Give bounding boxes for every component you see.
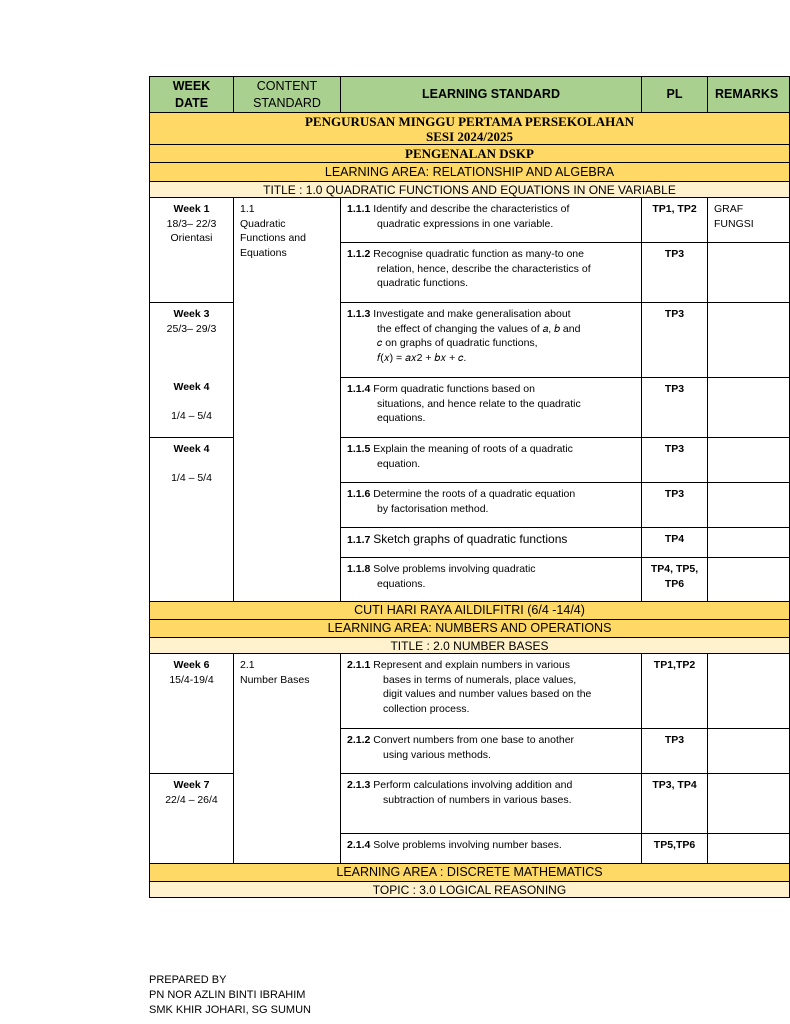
standard-text: Identify and describe the characteristics of: [373, 203, 570, 215]
standard-text: Perform calculations involving addition and: [373, 779, 573, 791]
school-name: SMK KHIR JOHARI, SG SUMUN: [149, 1004, 311, 1016]
band-learning-area-3: LEARNING AREA : DISCRETE MATHEMATICS: [150, 864, 790, 882]
pl-1-1-5: TP3: [642, 438, 708, 483]
band-row-title2: [150, 638, 790, 654]
remarks-1-1-7: [708, 528, 790, 558]
standard-code: 2.1.3: [347, 779, 371, 791]
header-pl: PL: [642, 77, 708, 113]
pl-1-1-7: TP4: [642, 528, 708, 558]
week-label: Week 4: [173, 381, 210, 393]
band-topic-3: TOPIC : 3.0 LOGICAL REASONING: [150, 882, 790, 898]
standard-code: 1.1.8: [347, 563, 371, 575]
header-week-date: WEEK DATE: [150, 77, 234, 113]
learning-standard-1-1-2: [341, 243, 642, 303]
week-date: 1/4 – 5/4: [171, 409, 212, 422]
standard-text-cont: situations, and hence relate to the quadratic equations.: [377, 397, 581, 424]
band-row-topic3: [150, 882, 790, 898]
band-row-area1: [150, 163, 790, 182]
standard-text: Determine the roots of a quadratic equation: [373, 488, 576, 500]
standard-code: 1.1.6: [347, 488, 371, 500]
standard-code: 1.1.3: [347, 308, 371, 320]
week-note: Orientasi: [170, 232, 213, 244]
band-row-title1: [150, 182, 790, 198]
remarks-1-1-2: [708, 243, 790, 303]
week-cell-7: [150, 774, 234, 864]
prepared-by-label: PREPARED BY: [149, 974, 227, 986]
standard-text: Solve problems involving number bases.: [373, 839, 562, 851]
week-cell-3: [150, 303, 234, 438]
remarks-1-1-3: [708, 303, 790, 378]
pl-2-1-3: TP3, TP4: [642, 774, 708, 834]
standard-text: Convert numbers from one base to another: [373, 734, 575, 746]
standard-text-cont: the effect of changing the values of 𝑎, 𝑏 and 𝑐 on graphs of quadratic functions, 𝑓(𝑥) = 𝑎𝑥2 + 𝑏𝑥 + 𝑐.: [377, 322, 581, 364]
standard-code: 1.1.1: [347, 203, 371, 215]
standard-code: 2.1.2: [347, 734, 371, 746]
content-standard-1-1: 1.1 Quadratic Functions and Equations: [234, 198, 341, 602]
standard-code: 1.1.7: [347, 534, 371, 546]
header-learning-standard: LEARNING STANDARD: [341, 77, 642, 113]
remarks-2-1-4: [708, 834, 790, 864]
pl-1-1-8: TP4, TP5, TP6: [642, 558, 708, 602]
pl-1-1-4: TP3: [642, 378, 708, 438]
week-date: 1/4 – 5/4: [171, 471, 212, 484]
pl-2-1-4: TP5,TP6: [642, 834, 708, 864]
band-holiday: CUTI HARI RAYA AILDILFITRI (6/4 -14/4): [150, 602, 790, 620]
scheme-of-work-table: [149, 76, 790, 898]
standard-code: 1.1.5: [347, 443, 371, 455]
band-learning-area-2: LEARNING AREA: NUMBERS AND OPERATIONS: [150, 620, 790, 638]
remarks-2-1-2: [708, 729, 790, 774]
week-cell-4: [150, 438, 234, 602]
learning-standard-2-1-1: [341, 654, 642, 729]
pl-1-1-2: TP3: [642, 243, 708, 303]
pl-1-1-6: TP3: [642, 483, 708, 528]
remarks-1-1-1: GRAF FUNGSI: [708, 198, 790, 243]
learning-standard-1-1-1: [341, 198, 642, 243]
standard-code: 2.1.1: [347, 659, 371, 671]
band-title-1: TITLE : 1.0 QUADRATIC FUNCTIONS AND EQUATIONS IN ONE VARIABLE: [150, 182, 790, 198]
standard-text: Sketch graphs of quadratic functions: [373, 532, 568, 546]
footer: [149, 973, 311, 1018]
remarks-1-1-5: [708, 438, 790, 483]
learning-standard-1-1-8: [341, 558, 642, 602]
standard-text-cont: bases in terms of numerals, place values, digit values and number values based on the collection process.: [383, 673, 592, 715]
learning-standard-2-1-2: [341, 729, 642, 774]
standard-text: Solve problems involving quadratic: [373, 563, 536, 575]
scheme-of-work-sheet: [149, 76, 790, 898]
standard-text: Explain the meaning of roots of a quadratic: [373, 443, 573, 455]
pl-1-1-3: TP3: [642, 303, 708, 378]
standard-text-cont: using various methods.: [383, 748, 491, 761]
band-row-admin: [150, 113, 790, 145]
pl-2-1-2: TP3: [642, 729, 708, 774]
content-standard-2-1: 2.1 Number Bases: [234, 654, 341, 864]
learning-standard-1-1-7: [341, 528, 642, 558]
standard-code: 2.1.4: [347, 839, 371, 851]
header-content-standard: CONTENT STANDARD: [234, 77, 341, 113]
week-cell-6: [150, 654, 234, 774]
standard-text-cont: by factorisation method.: [377, 502, 489, 515]
standard-code: 1.1.2: [347, 248, 371, 260]
standard-text-cont: quadratic expressions in one variable.: [377, 217, 554, 230]
learning-standard-1-1-4: [341, 378, 642, 438]
standard-code: 1.1.4: [347, 383, 371, 395]
standard-text: Form quadratic functions based on: [373, 383, 535, 395]
band-row-area3: [150, 864, 790, 882]
learning-standard-2-1-3: [341, 774, 642, 834]
week-date: 22/4 – 26/4: [165, 793, 218, 806]
learning-standard-1-1-5: [341, 438, 642, 483]
remarks-1-1-6: [708, 483, 790, 528]
band-learning-area-1: LEARNING AREA: RELATIONSHIP AND ALGEBRA: [150, 163, 790, 182]
remarks-1-1-8: [708, 558, 790, 602]
week-cell-1: [150, 198, 234, 303]
table-row: [150, 654, 790, 729]
week-date: 25/3– 29/3: [166, 322, 217, 335]
band-row-holiday: [150, 602, 790, 620]
standard-text: Recognise quadratic function as many-to one: [373, 248, 584, 260]
band-row-dskp: [150, 145, 790, 163]
week-label: Week 6: [173, 659, 210, 671]
band-dskp: PENGENALAN DSKP: [150, 145, 790, 163]
standard-text-cont: subtraction of numbers in various bases.: [383, 793, 572, 806]
week-label: Week 1: [173, 203, 210, 215]
standard-text-cont: relation, hence, describe the characteristics of quadratic functions.: [377, 262, 591, 289]
header-row: [150, 77, 790, 113]
learning-standard-1-1-6: [341, 483, 642, 528]
header-remarks: REMARKS: [708, 77, 790, 113]
remarks-1-1-4: [708, 378, 790, 438]
week-date: 15/4-19/4: [169, 673, 214, 686]
remarks-2-1-1: [708, 654, 790, 729]
week-label: Week 3: [173, 308, 210, 320]
preparer-name: PN NOR AZLIN BINTI IBRAHIM: [149, 989, 306, 1001]
band-title-2: TITLE : 2.0 NUMBER BASES: [150, 638, 790, 654]
week-label: Week 4: [173, 443, 210, 455]
learning-standard-1-1-3: [341, 303, 642, 378]
week-label: Week 7: [173, 779, 210, 791]
standard-text-cont: equations.: [377, 577, 426, 590]
standard-text: Investigate and make generalisation about: [373, 308, 571, 320]
standard-text: Represent and explain numbers in various: [373, 659, 570, 671]
band-admin: PENGURUSAN MINGGU PERTAMA PERSEKOLAHAN SESI 2024/2025: [150, 113, 790, 145]
band-row-area2: [150, 620, 790, 638]
remarks-2-1-3: [708, 774, 790, 834]
table-row: [150, 198, 790, 243]
learning-standard-2-1-4: [341, 834, 642, 864]
week-date: 18/3– 22/3: [166, 217, 217, 230]
standard-text-cont: equation.: [377, 457, 421, 470]
pl-1-1-1: TP1, TP2: [642, 198, 708, 243]
pl-2-1-1: TP1,TP2: [642, 654, 708, 729]
